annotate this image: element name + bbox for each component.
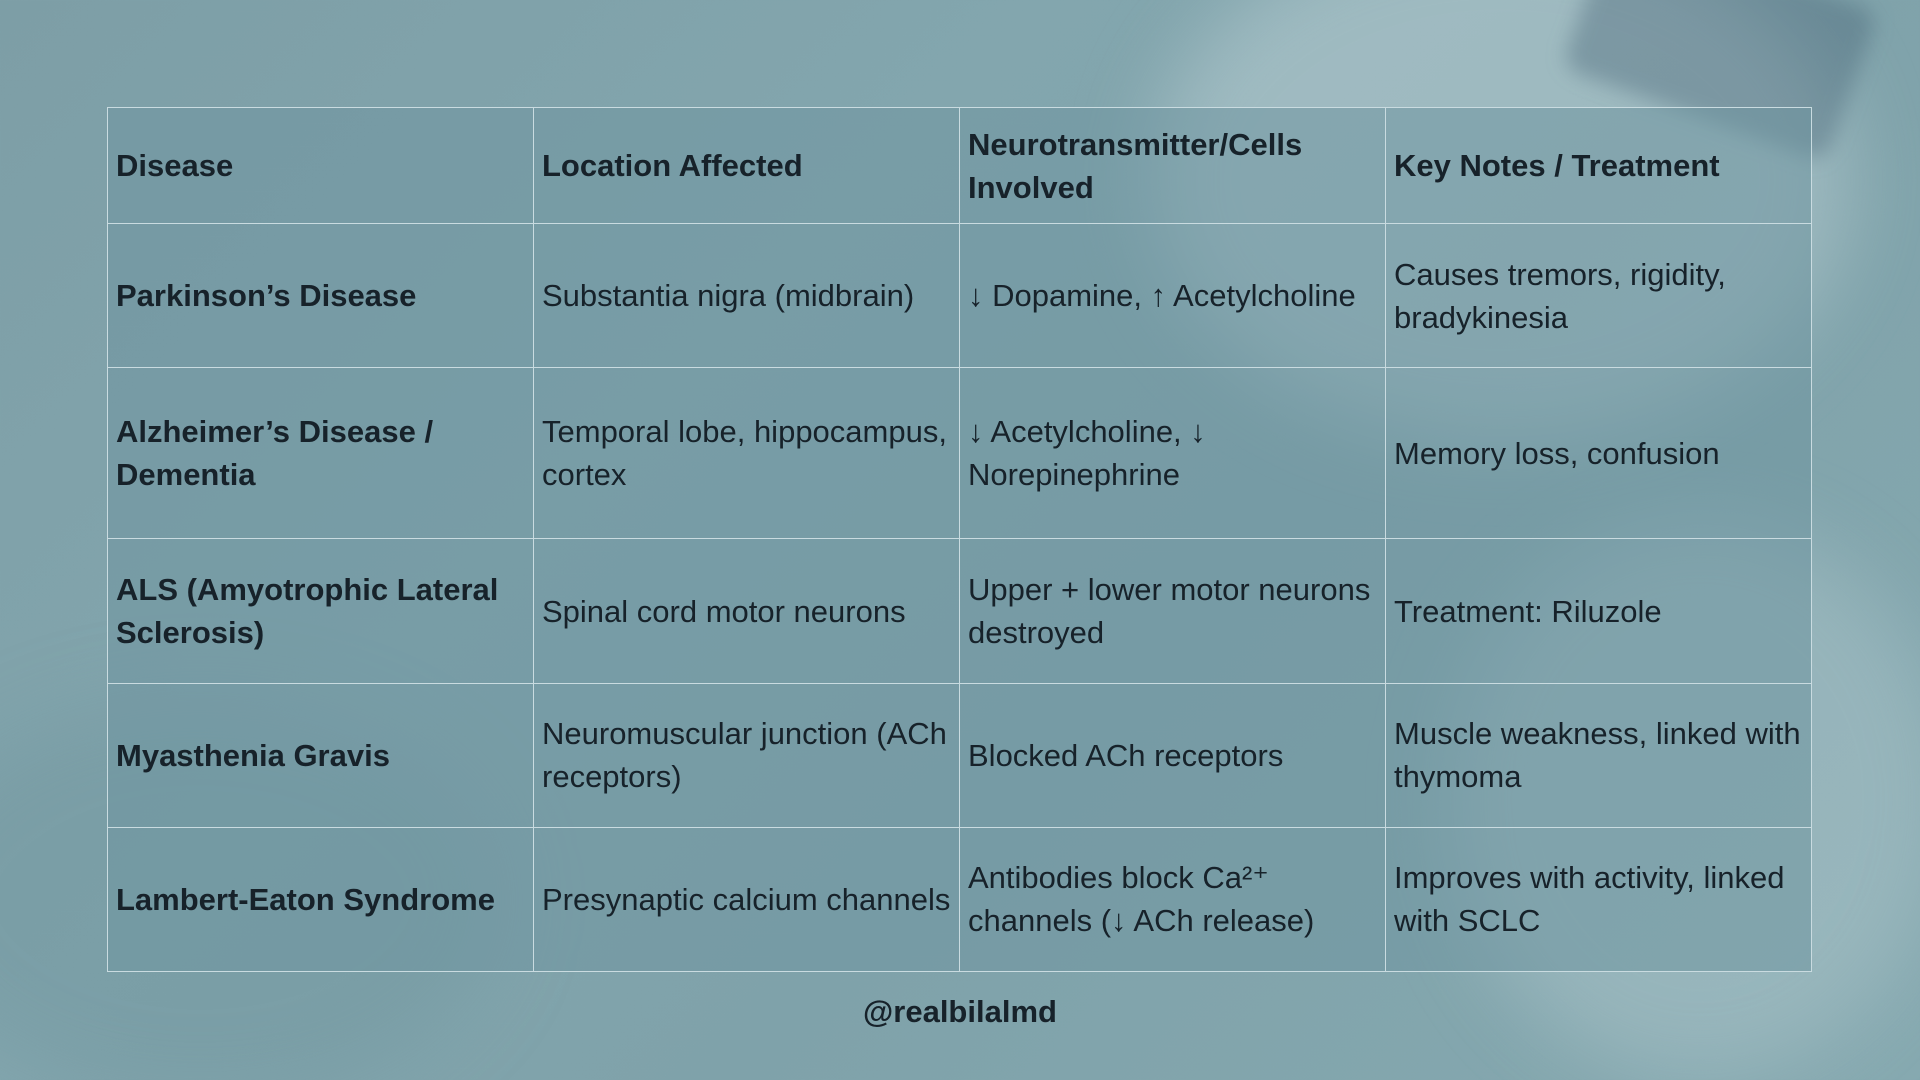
key-notes-cell: Memory loss, confusion	[1386, 368, 1812, 539]
key-notes-cell: Improves with activity, linked with SCLC	[1386, 827, 1812, 971]
key-notes-cell: Treatment: Riluzole	[1386, 539, 1812, 683]
disease-cell: ALS (Amyotrophic Lateral Sclerosis)	[108, 539, 534, 683]
header-key-notes: Key Notes / Treatment	[1386, 108, 1812, 224]
disease-cell: Lambert-Eaton Syndrome	[108, 827, 534, 971]
disease-table-container	[107, 107, 1812, 972]
key-notes-cell: Causes tremors, rigidity, bradykinesia	[1386, 224, 1812, 368]
disease-table	[107, 107, 1812, 972]
table-row	[108, 368, 1812, 539]
neurotransmitter-cell: ↓ Dopamine, ↑ Acetylcholine	[960, 224, 1386, 368]
neurotransmitter-cell: Antibodies block Ca²⁺ channels (↓ ACh release)	[960, 827, 1386, 971]
header-location: Location Affected	[534, 108, 960, 224]
disease-cell: Alzheimer’s Disease / Dementia	[108, 368, 534, 539]
location-cell: Temporal lobe, hippocampus, cortex	[534, 368, 960, 539]
table-row	[108, 683, 1812, 827]
header-neurotransmitter: Neurotransmitter/Cells Involved	[960, 108, 1386, 224]
key-notes-cell: Muscle weakness, linked with thymoma	[1386, 683, 1812, 827]
location-cell: Neuromuscular junction (ACh receptors)	[534, 683, 960, 827]
table-row	[108, 827, 1812, 971]
location-cell: Presynaptic calcium channels	[534, 827, 960, 971]
author-handle: @realbilalmd	[863, 994, 1057, 1029]
location-cell: Substantia nigra (midbrain)	[534, 224, 960, 368]
table-header-row	[108, 108, 1812, 224]
table-row	[108, 539, 1812, 683]
neurotransmitter-cell: ↓ Acetylcholine, ↓ Norepinephrine	[960, 368, 1386, 539]
neurotransmitter-cell: Blocked ACh receptors	[960, 683, 1386, 827]
header-disease: Disease	[108, 108, 534, 224]
location-cell: Spinal cord motor neurons	[534, 539, 960, 683]
disease-cell: Myasthenia Gravis	[108, 683, 534, 827]
disease-cell: Parkinson’s Disease	[108, 224, 534, 368]
table-row	[108, 224, 1812, 368]
neurotransmitter-cell: Upper + lower motor neurons destroyed	[960, 539, 1386, 683]
